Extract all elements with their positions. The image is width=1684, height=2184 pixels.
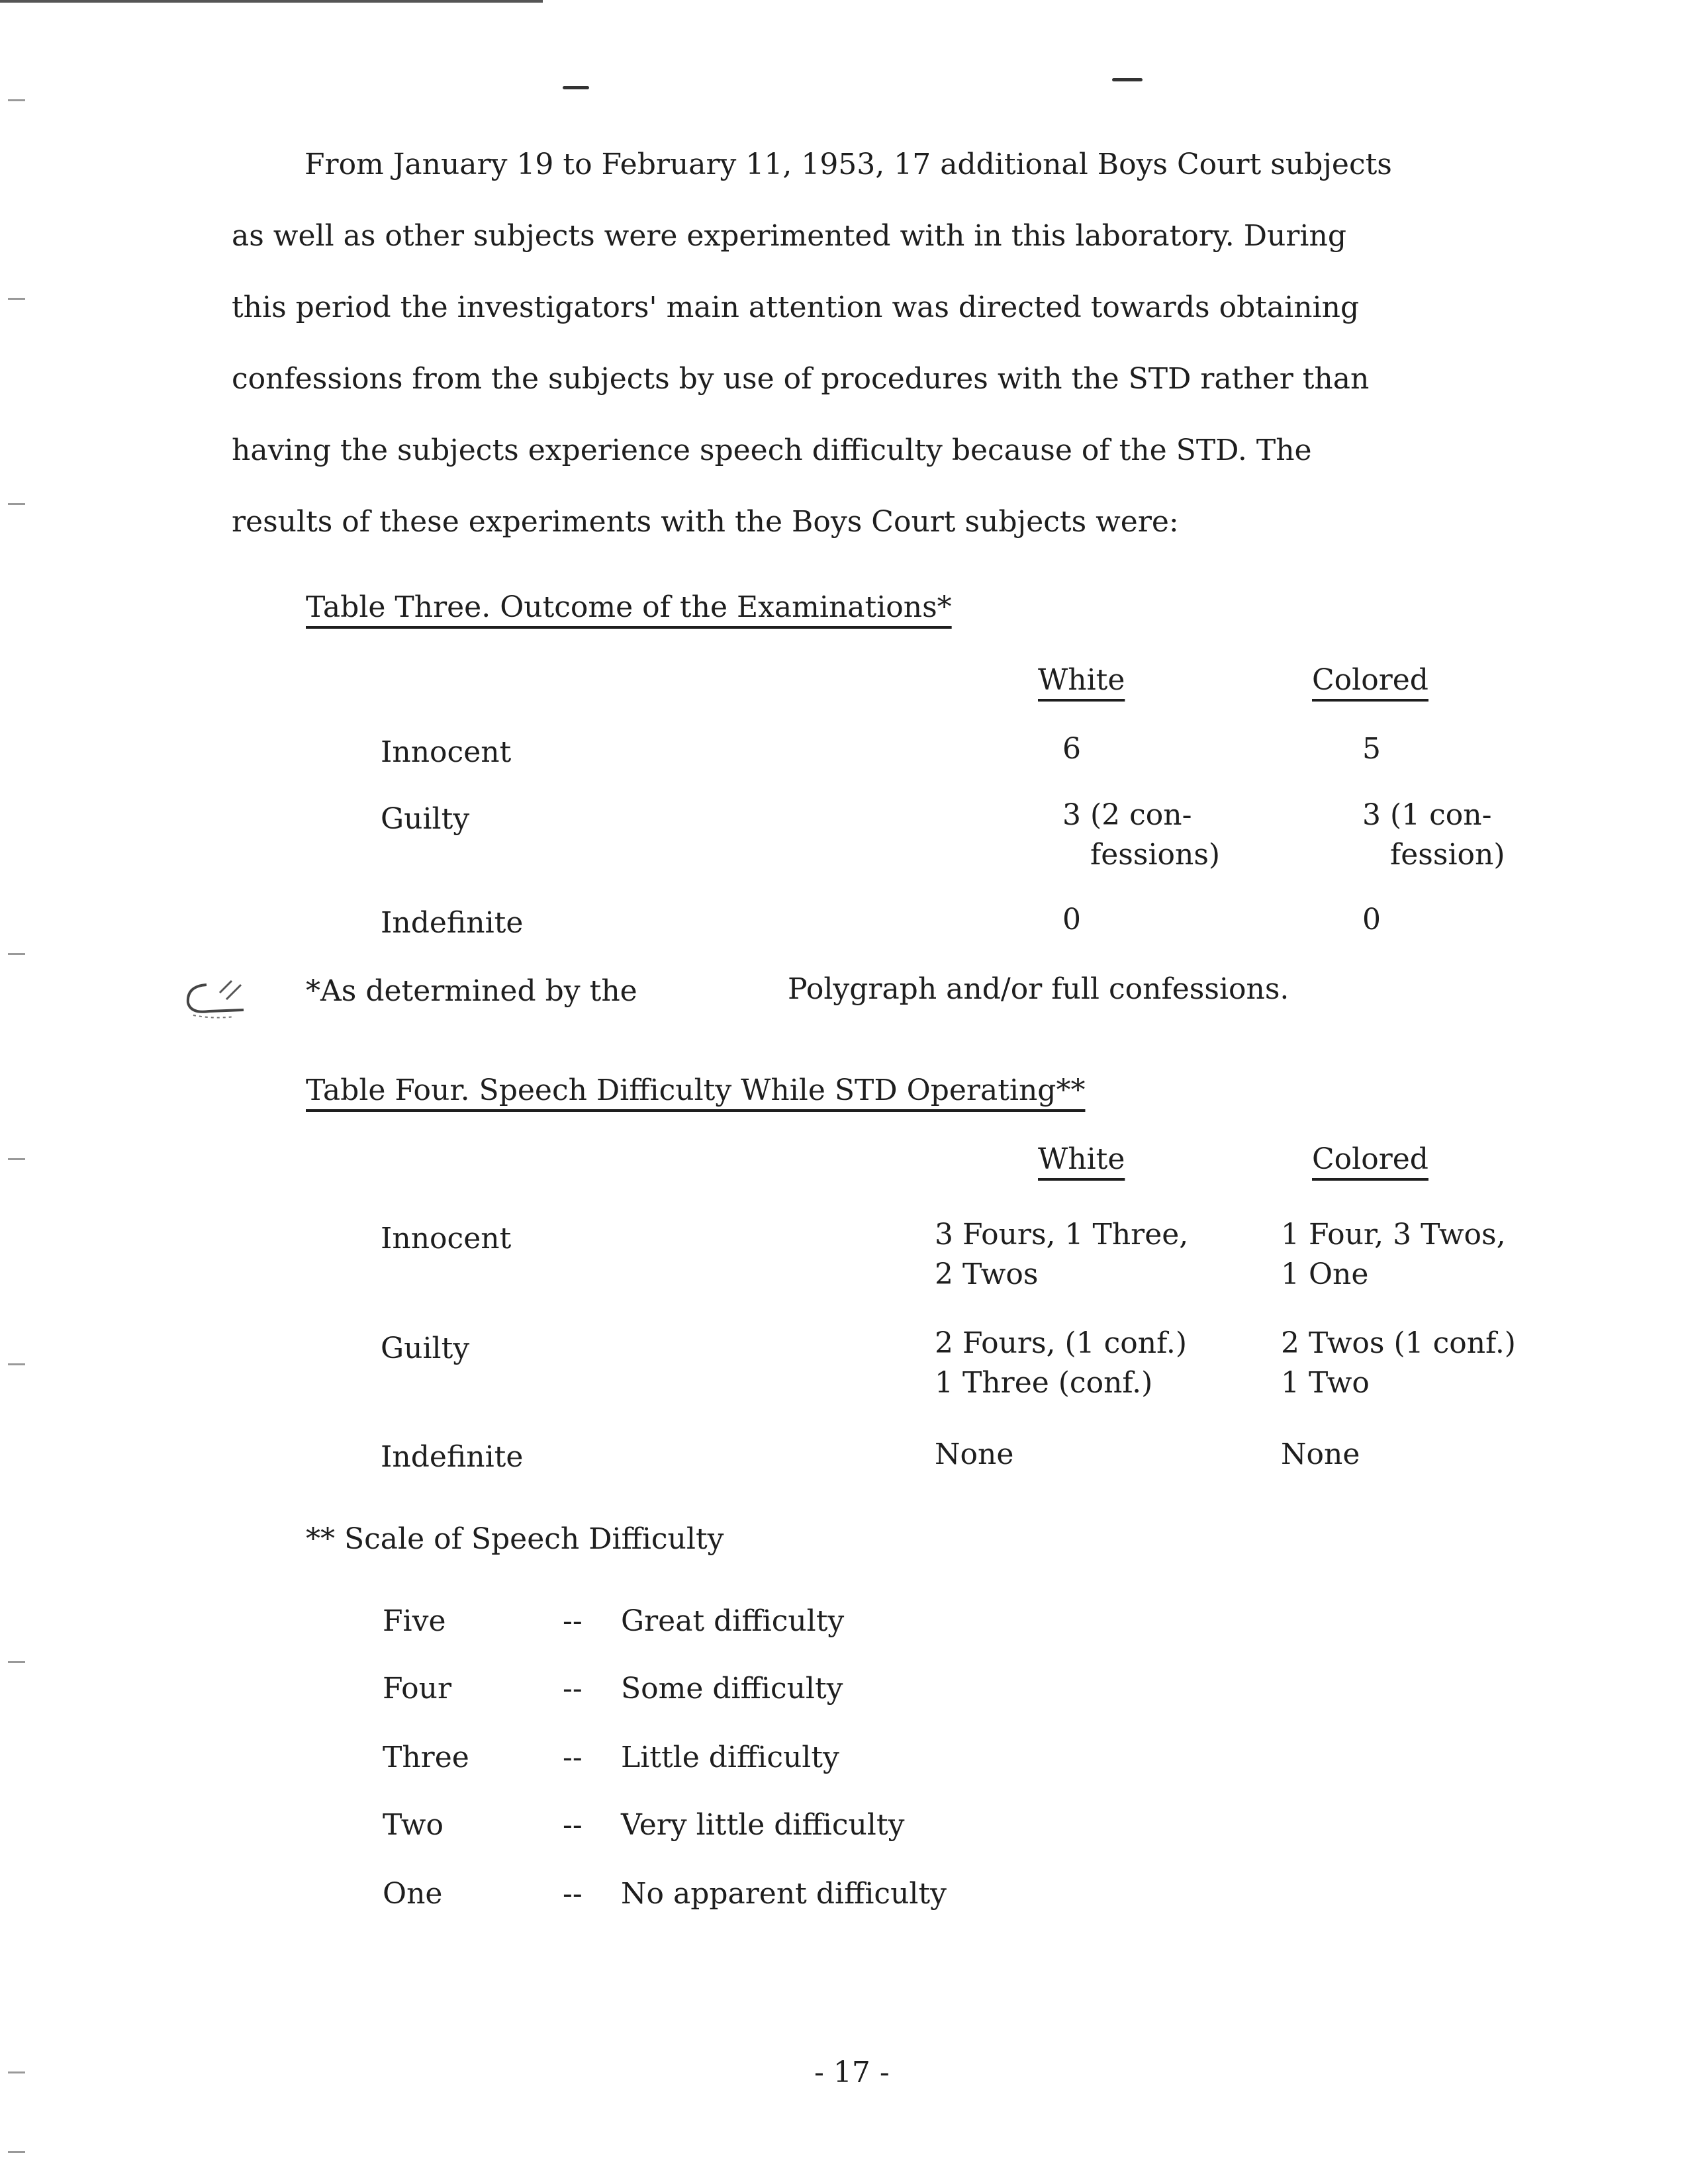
mark-dash: [1112, 78, 1143, 81]
margin-mark: [8, 2071, 25, 2073]
table-four-cell-colored: 1 Four, 3 Twos, 1 One: [1281, 1218, 1506, 1291]
paragraph-line: confessions from the subjects by use of procedures with the STD rather than: [232, 362, 1370, 396]
scale-description: Little difficulty: [621, 1741, 839, 1774]
scale-separator: --: [563, 1604, 583, 1638]
table-three-cell-colored: 3 (1 con- fession): [1362, 798, 1505, 872]
intro-paragraph: [232, 129, 1582, 558]
table-three-cell-white: 6: [1062, 732, 1081, 766]
table-three-header-white: White: [1038, 663, 1125, 697]
page-number: - 17 -: [814, 2056, 890, 2089]
margin-mark: [8, 99, 25, 101]
table-four-title: Table Four. Speech Difficulty While STD Operating**: [306, 1073, 1086, 1107]
scale-separator: --: [563, 1877, 583, 1911]
table-three-cell-white: 3 (2 con- fessions): [1062, 798, 1221, 872]
table-four-cell-white: 2 Fours, (1 conf.) 1 Three (conf.): [935, 1326, 1188, 1400]
table-four-header-white: White: [1038, 1142, 1125, 1176]
pen-mark-icon: [180, 973, 259, 1026]
table-three-footnote-left: *As determined by the: [306, 974, 637, 1008]
table-three-row-label: Innocent: [381, 735, 512, 769]
scale-level: Three: [383, 1741, 469, 1774]
scale-separator: --: [563, 1672, 583, 1706]
scale-level: Five: [383, 1604, 446, 1638]
margin-mark: [8, 1158, 25, 1160]
margin-mark: [8, 1363, 25, 1365]
scale-description: Great difficulty: [621, 1604, 845, 1638]
table-four-cell-white: None: [935, 1437, 1014, 1471]
table-four-row-label: Indefinite: [381, 1440, 524, 1474]
paragraph-line: this period the investigators' main attention was directed towards obtaining: [232, 291, 1360, 324]
margin-mark: [8, 2151, 25, 2153]
table-four-cell-white: 3 Fours, 1 Three, 2 Twos: [935, 1218, 1189, 1291]
table-four-cell-colored: 2 Twos (1 conf.) 1 Two: [1281, 1326, 1516, 1400]
table-four-header-colored: Colored: [1312, 1142, 1428, 1176]
margin-mark: [8, 503, 25, 505]
table-three-footnote-right: Polygraph and/or full confessions.: [788, 972, 1289, 1006]
paragraph-line: having the subjects experience speech difficulty because of the STD. The: [232, 433, 1312, 467]
table-four-cell-colored: None: [1281, 1437, 1360, 1471]
top-rule: [0, 0, 543, 3]
scale-level: Two: [383, 1808, 444, 1842]
scale-description: Some difficulty: [621, 1672, 843, 1706]
table-three-header-colored: Colored: [1312, 663, 1428, 697]
scale-title: ** Scale of Speech Difficulty: [306, 1522, 724, 1556]
table-three-row-label: Guilty: [381, 802, 470, 836]
table-three-row-label: Indefinite: [381, 906, 524, 940]
scale-level: One: [383, 1877, 443, 1911]
scale-description: No apparent difficulty: [621, 1877, 947, 1911]
margin-mark: [8, 953, 25, 955]
scale-description: Very little difficulty: [621, 1808, 905, 1842]
table-three-title: Table Three. Outcome of the Examinations*: [306, 590, 952, 624]
scale-separator: --: [563, 1741, 583, 1774]
margin-mark: [8, 1661, 25, 1663]
scale-separator: --: [563, 1808, 583, 1842]
margin-mark: [8, 298, 25, 300]
scale-level: Four: [383, 1672, 451, 1706]
table-three-cell-colored: 0: [1362, 903, 1381, 936]
paragraph-line: results of these experiments with the Boys Court subjects were:: [232, 505, 1179, 539]
table-three-cell-colored: 5: [1362, 732, 1381, 766]
paragraph-line: as well as other subjects were experimented with in this laboratory. During: [232, 219, 1346, 253]
mark-dash: [563, 86, 589, 89]
table-four-row-label: Innocent: [381, 1222, 512, 1255]
paragraph-line: From January 19 to February 11, 1953, 17 additional Boys Court subjects: [304, 148, 1392, 181]
table-four-row-label: Guilty: [381, 1332, 470, 1365]
table-three-cell-white: 0: [1062, 903, 1081, 936]
